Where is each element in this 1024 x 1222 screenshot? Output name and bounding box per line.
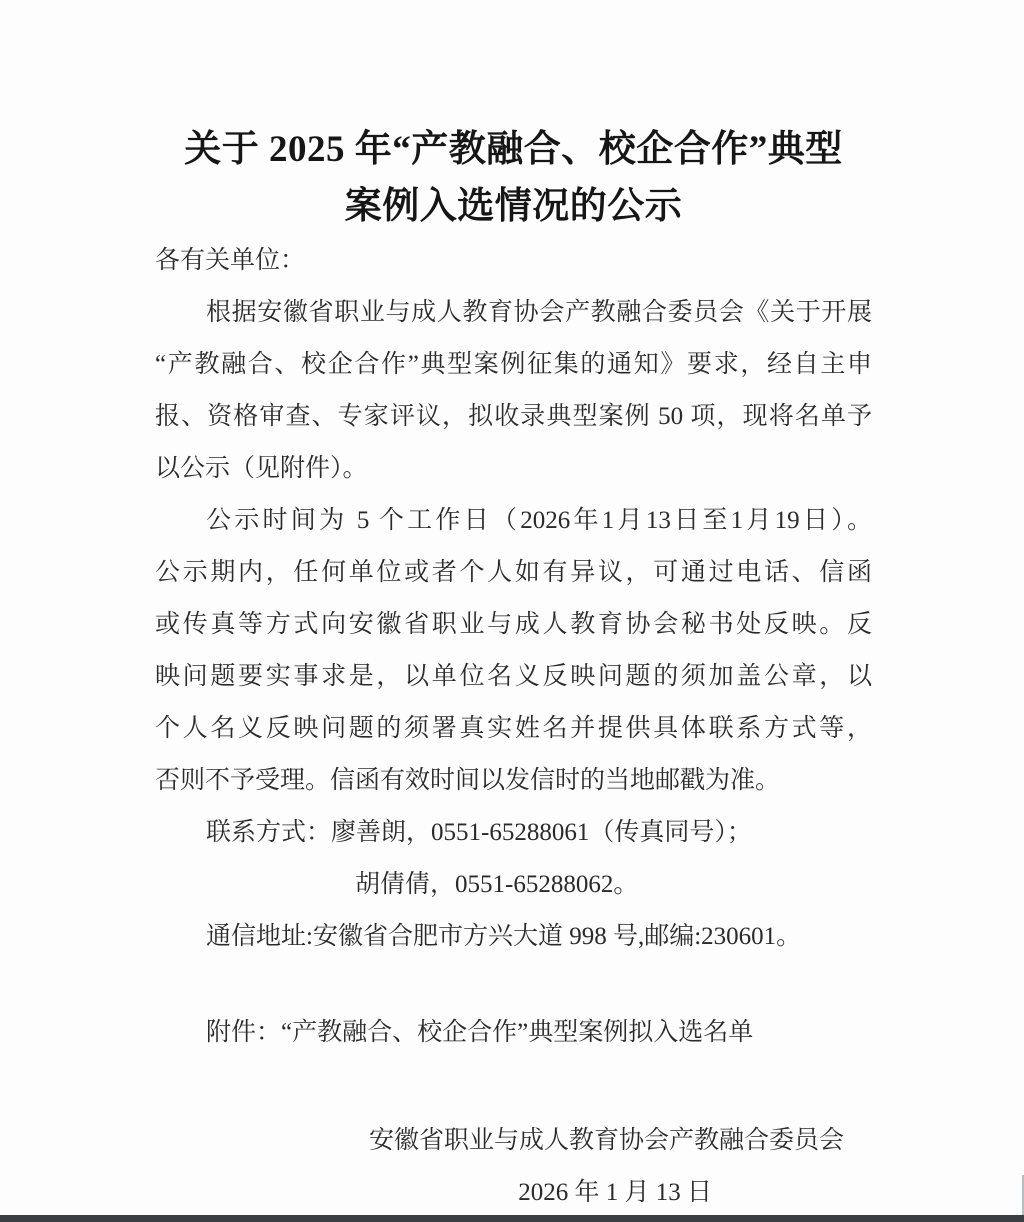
date-line: 2026 年 1 月 13 日 (518, 1179, 712, 1206)
body-line: 报、资格审查、专家评议，拟收录典型案例 50 项，现将名单予 (155, 403, 872, 430)
body-line: 根据安徽省职业与成人教育协会产教融合委员会《关于开展 (206, 299, 872, 326)
contact-line-2: 胡倩倩，0551-65288062。 (355, 871, 639, 898)
address-line: 通信地址:安徽省合肥市方兴大道 998 号,邮编:230601。 (206, 923, 802, 950)
title-line-2: 案例入选情况的公示 (344, 186, 683, 227)
body-line: 否则不予受理。信函有效时间以发信时的当地邮戳为准。 (155, 767, 781, 794)
paragraph-publicity-period (155, 495, 872, 807)
bottom-scan-edge (0, 1215, 1024, 1222)
document-title (155, 121, 872, 235)
paragraph-basis (155, 287, 872, 495)
document-content (155, 0, 872, 1219)
body-line: 或传真等方式向安徽省职业与成人教育协会秘书处反映。反 (155, 611, 872, 638)
salutation: 各有关单位： (155, 247, 306, 274)
attachment-line: 附件：“产教融合、校企合作”典型案例拟入选名单 (206, 1019, 754, 1046)
body-line: “产教融合、校企合作”典型案例征集的通知》要求，经自主申 (155, 351, 872, 378)
body-line: 映问题要实事求是，以单位名义反映问题的须加盖公章，以 (155, 663, 872, 690)
title-line-1: 关于 2025 年“产教融合、校企合作”典型 (184, 129, 843, 170)
body-line: 公示期内，任何单位或者个人如有异议，可通过电话、信函 (155, 559, 872, 586)
body-line: 以公示（见附件）。 (155, 455, 368, 482)
contact-line-1: 联系方式：廖善朗，0551-65288061（传真同号）； (206, 819, 752, 846)
body-line: 公示时间为 5 个工作日（2026年1月13日至1月19日）。 (206, 507, 872, 534)
body-line: 个人名义反映问题的须署真实姓名并提供具体联系方式等， (155, 715, 872, 742)
signature-line: 安徽省职业与成人教育协会产教融合委员会 (368, 1127, 844, 1154)
